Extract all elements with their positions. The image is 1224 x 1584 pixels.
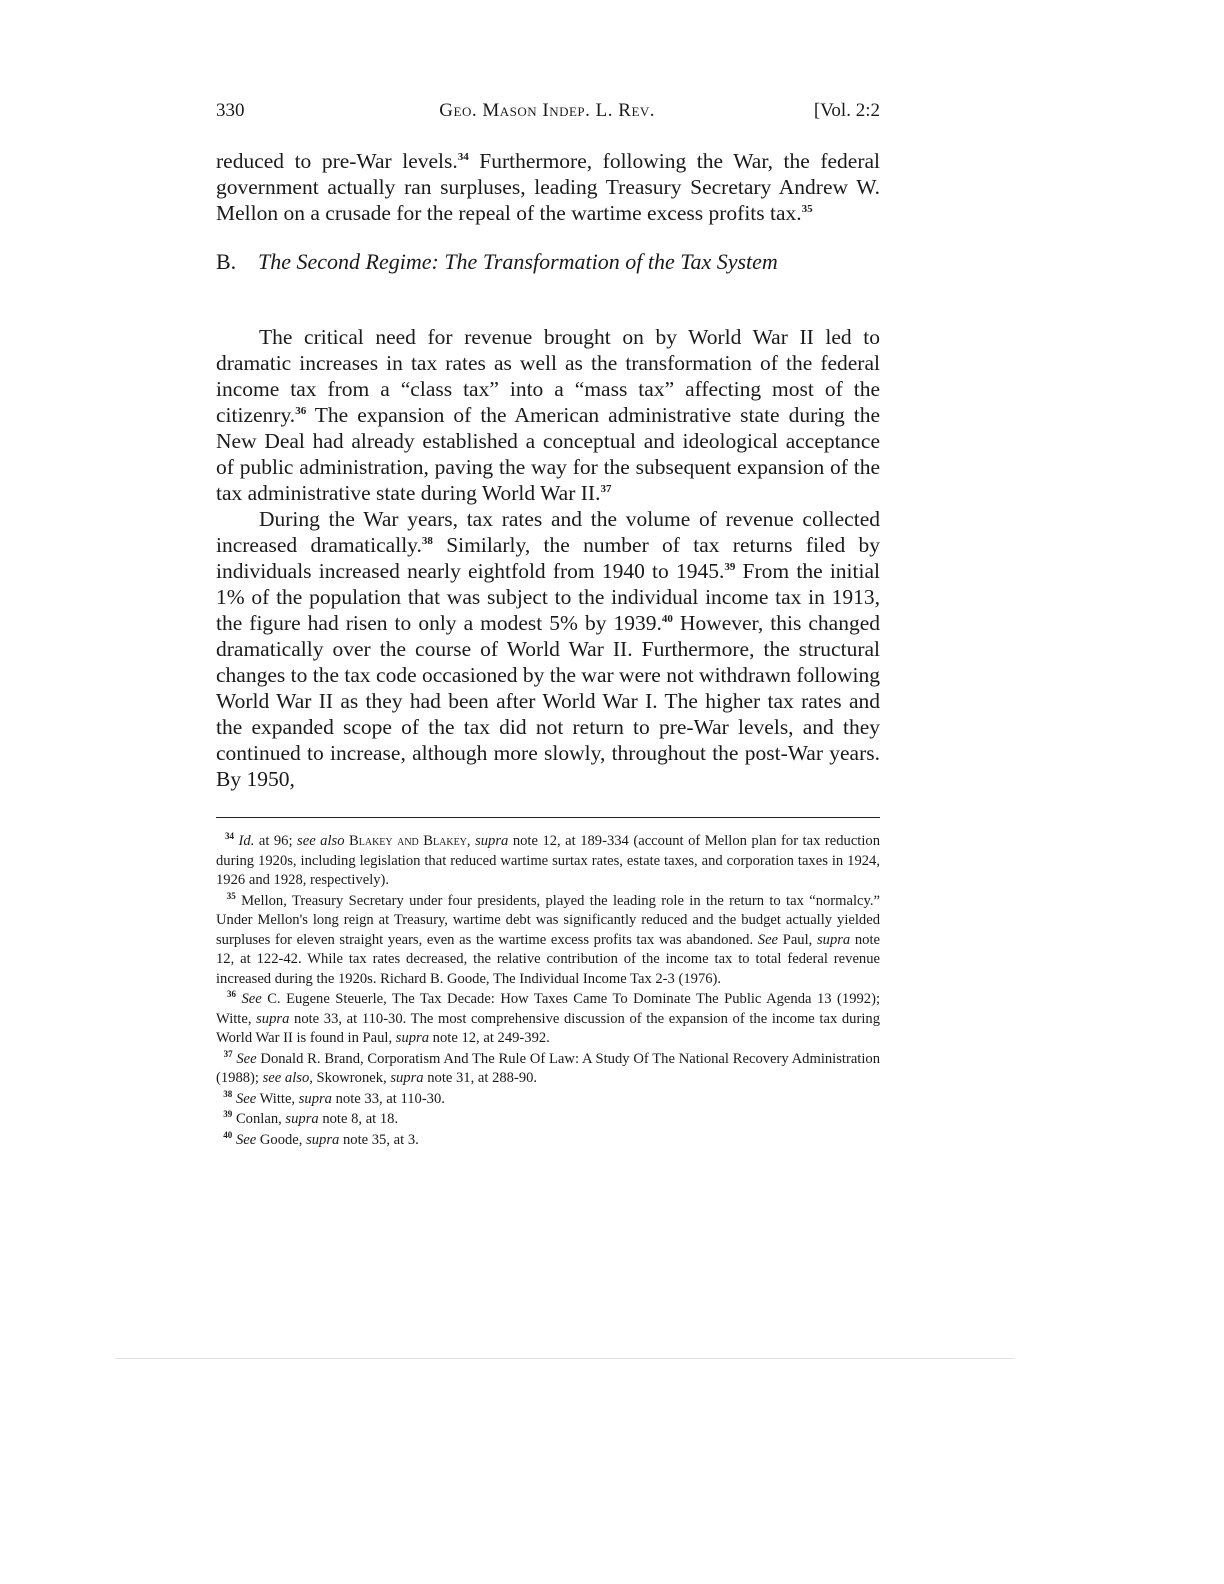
footnote-text: note 12, at 249-392. [429, 1030, 550, 1046]
footnote-text: Mellon, Treasury Secretary under four presidents, played the leading role in the return to tax “normalcy.” Under Mellon's long reign at Treasury, wartime debt was significantly reduced and the budget actually yielded surpluses for eleven straight years, even as the wartime excess profits tax was abandoned. [216, 892, 881, 948]
footnote-text: note 33, at 110-30. [331, 1090, 445, 1107]
para1-text-2: Furthermore, following the War, the federal government actually ran surpluses, leading Treasury Secretary Andrew W. Mellon on a crusade for the repeal of the wartime excess profits tax. [216, 149, 880, 225]
footnote-number: 35 [226, 890, 236, 901]
footnote-italic: See [241, 991, 262, 1007]
footnote-text: at 96; [254, 833, 298, 849]
footnote-text: Skowronek, [312, 1070, 391, 1086]
para3-text-2: Similarly, the number of tax returns filed by individuals increased nearly eightfold from 1940 to 1945. [216, 533, 880, 583]
footnote-italic: Id. [238, 833, 255, 849]
footnote-ref-36: 36 [295, 404, 307, 417]
footnote-number: 37 [223, 1048, 233, 1059]
footnote-text: note 12, at 122-42. While tax rates decreased, the relative contribution of the income tax to total federal revenue increased during the 1920s. Richard B. Goode, The Individual Income Tax 2-3 (1976). [216, 931, 881, 987]
footnote-ref-40: 40 [661, 612, 673, 625]
footnote-ref-37: 37 [600, 482, 612, 495]
footnote-34 [216, 832, 880, 891]
footnote-text: C. Eugene Steuerle, The Tax Decade: How Taxes Came To Dominate The Public Agenda 13 (1992); Witte, [216, 991, 880, 1027]
footnote-italic: supra [298, 1090, 332, 1107]
footnote-ref-34: 34 [457, 150, 469, 163]
section-title: The Second Regime: The Transformation of the Tax System [258, 249, 778, 274]
para3-text-1: During the War years, tax rates and the volume of revenue collected increased dramatically. [216, 507, 880, 557]
para2-text-2: The expansion of the American administrative state during the New Deal had already established a conceptual and ideological acceptance of public administration, paving the way for the subsequent expansion of the tax administrative state during World War II. [216, 403, 880, 505]
footnote-text: Blakey and Blakey, [344, 833, 476, 849]
scan-artifact-line [115, 1358, 1015, 1359]
footnote-italic: supra [390, 1070, 424, 1086]
section-heading [216, 249, 880, 275]
footnotes [216, 832, 880, 1150]
footnote-text: Goode, [256, 1131, 307, 1148]
footnote-italic: supra [395, 1030, 430, 1046]
footnote-italic: supra [306, 1131, 340, 1148]
section-letter: B. [216, 249, 237, 274]
footnote-text: note 8, at 18. [318, 1111, 399, 1127]
running-head [216, 100, 880, 130]
footnote-italic: See [236, 1050, 257, 1067]
footnote-text: note 33, at 110-30. The most comprehensive discussion of the expansion of the income tax during World War II is found in Paul, [216, 1010, 880, 1046]
volume-label: [Vol. 2:2 [813, 100, 880, 121]
footnote-39 [216, 1110, 880, 1130]
footnote-text: Conlan, [235, 1111, 286, 1127]
footnote-40 [216, 1131, 880, 1151]
footnote-italic: supra [256, 1010, 290, 1027]
footnote-italic: see also, [262, 1070, 313, 1086]
footnote-text: note 31, at 288-90. [423, 1070, 538, 1086]
para2-text-1: The critical need for revenue brought on by World War II led to dramatic increases in tax rates as well as the transformation of the federal income tax from a “class tax” into a “mass tax” affecting most of the citizenry. [216, 325, 880, 427]
body-paragraph-1 [216, 148, 880, 226]
footnote-number: 40 [223, 1129, 233, 1140]
para3-text-3: From the initial 1% of the population that was subject to the individual income tax in 1913, the figure had risen to only a modest 5% by 1939. [216, 559, 880, 635]
body-paragraph-2 [216, 324, 880, 506]
footnote-italic: supra [285, 1111, 319, 1127]
page [216, 100, 880, 1151]
footnote-text: Donald R. Brand, Corporatism And The Rule Of Law: A Study Of The National Recovery Administration (1988); [216, 1050, 881, 1086]
footnote-38 [216, 1090, 880, 1110]
footnote-35 [216, 892, 880, 990]
para1-text-1: reduced to pre-War levels. [216, 149, 458, 173]
footnote-number: 34 [225, 831, 235, 842]
para3-text-4: However, this changed dramatically over the course of World War II. Furthermore, the structural changes to the tax code occasioned by the war were not withdrawn following World War II as they had been after World War I. The higher tax rates and the expanded scope of the tax did not return to pre-War levels, and they continued to increase, although more slowly, throughout the post-War years. By 1950, [216, 611, 880, 791]
footnote-ref-39: 39 [724, 560, 736, 573]
journal-title: Geo. Mason Indep. L. Rev. [439, 100, 656, 121]
footnote-37 [216, 1050, 880, 1089]
footnote-italic: supra [816, 931, 851, 948]
footnote-text: Witte, [256, 1090, 299, 1107]
footnote-ref-38: 38 [421, 534, 433, 547]
footnote-italic: See [235, 1090, 257, 1107]
footnote-text: Paul, [778, 931, 817, 948]
footnote-number: 39 [223, 1109, 233, 1120]
footnote-divider [216, 817, 880, 818]
footnote-italic: see also [297, 833, 345, 849]
body-paragraph-3 [216, 506, 880, 792]
footnote-italic: supra [475, 833, 509, 849]
footnote-text: note 35, at 3. [339, 1131, 419, 1148]
footnote-italic: See [757, 931, 779, 948]
page-number: 330 [216, 100, 245, 121]
footnote-number: 36 [226, 989, 236, 1000]
footnote-36 [216, 990, 880, 1049]
footnote-ref-35: 35 [801, 202, 813, 215]
footnote-italic: See [235, 1131, 257, 1148]
footnote-text: note 12, at 189-334 (account of Mellon plan for tax reduction during 1920s, including legislation that reduced wartime surtax rates, estate taxes, and corporation taxes in 1924, 1926 and 1928, respectively). [216, 833, 881, 888]
footnote-number: 38 [223, 1088, 233, 1099]
